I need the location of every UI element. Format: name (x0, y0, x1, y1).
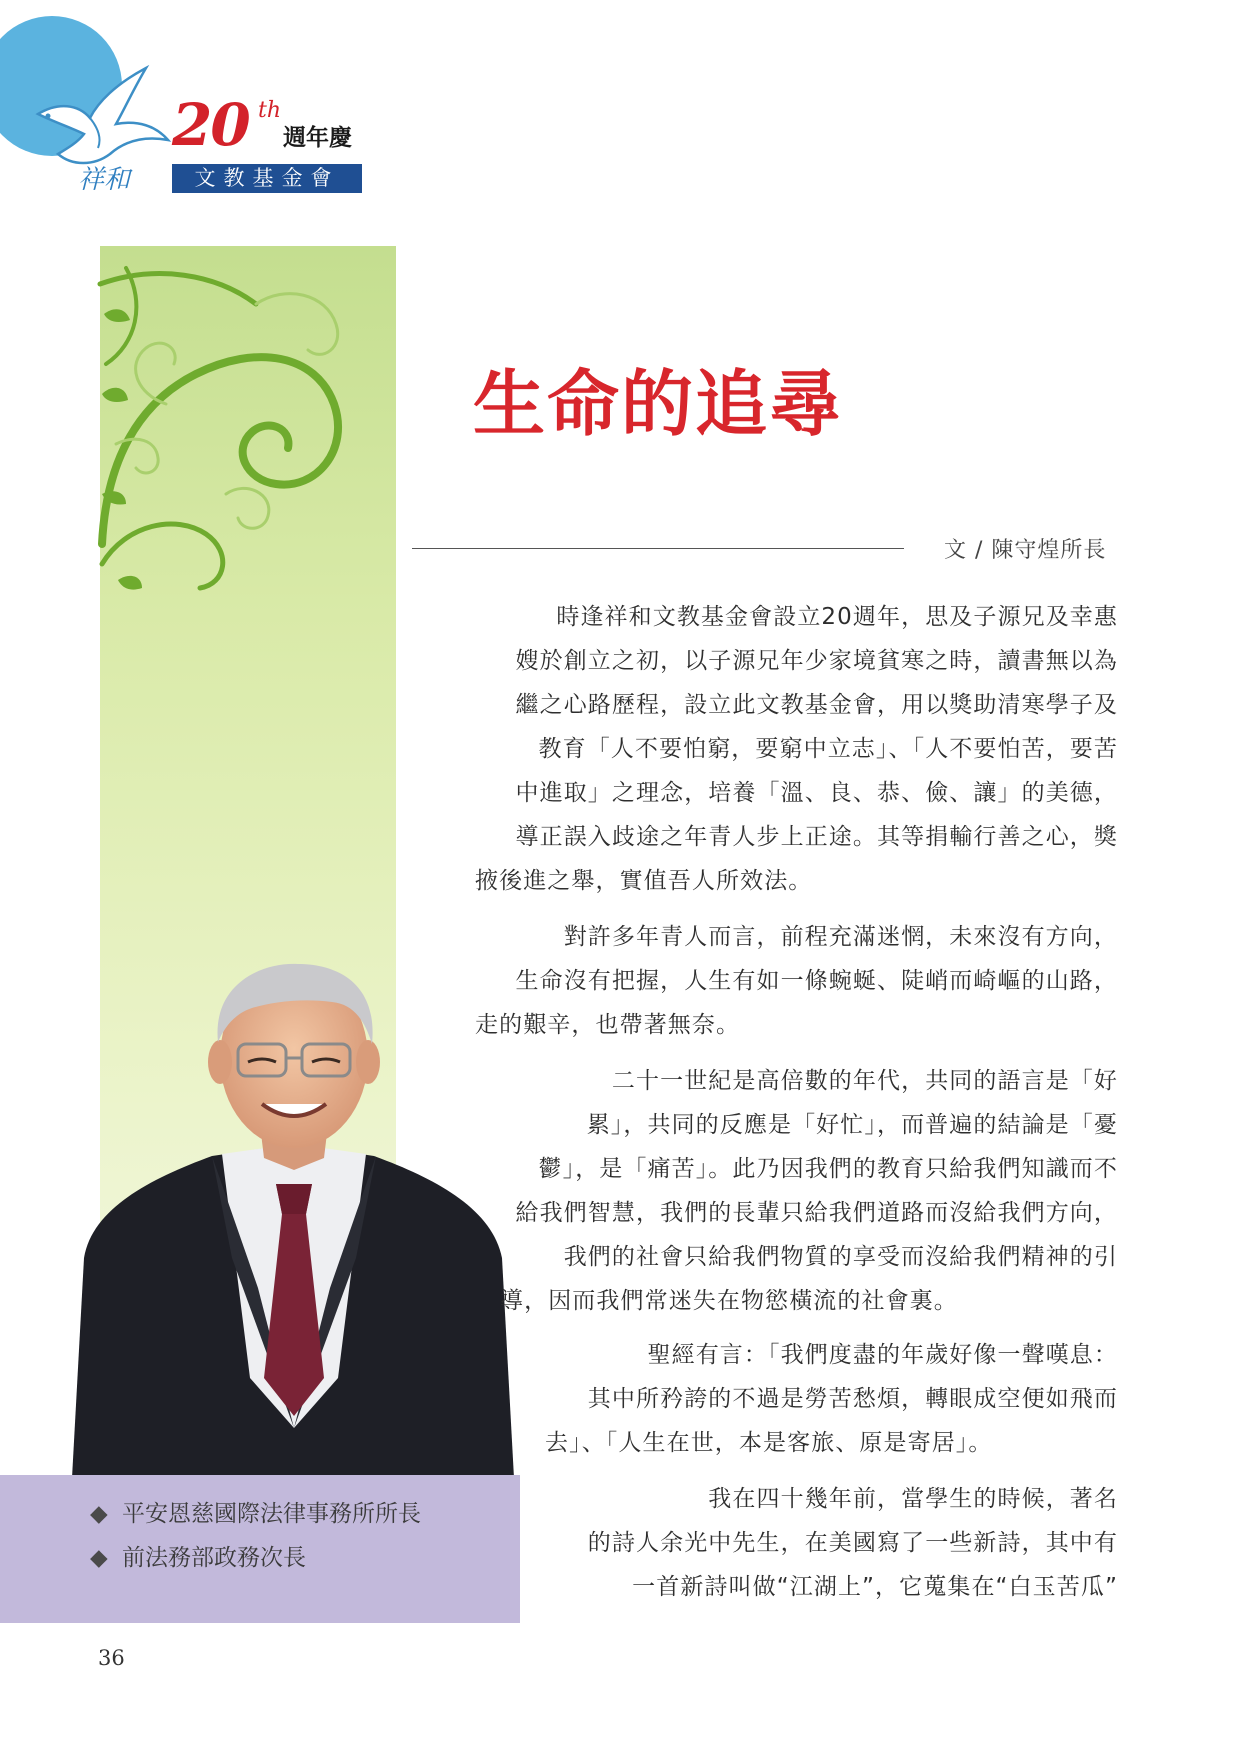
body-line: 教育「人不要怕窮，要窮中立志」、「人不要怕苦，要苦 (538, 736, 1118, 762)
page-number: 36 (98, 1646, 125, 1670)
anniversary-label: 週年慶 (283, 124, 352, 151)
body-line: 累」，共同的反應是「好忙」，而普遍的結論是「憂 (586, 1112, 1118, 1138)
foundation-name-bar: 文教基金會 (172, 164, 362, 193)
body-line: 鬱」，是「痛苦」。此乃因我們的教育只給我們知識而不 (538, 1156, 1118, 1182)
body-line: 嫂於創立之初，以子源兄年少家境貧寒之時，讀書無以為 (515, 648, 1118, 674)
caption-item-law-firm (90, 1498, 421, 1530)
byline-divider (412, 548, 904, 549)
article-title: 生命的追尋 (473, 361, 844, 446)
body-line: 導，因而我們常迷失在物慾橫流的社會裏。 (500, 1288, 958, 1314)
body-line: 時逢祥和文教基金會設立20週年，思及子源兄及幸惠 (556, 604, 1118, 630)
body-line: 繼之心路歷程，設立此文教基金會，用以獎助清寒學子及 (515, 692, 1118, 718)
dove-logo-icon (28, 62, 178, 192)
body-line: 的詩人余光中先生，在美國寫了一些新詩，其中有 (587, 1530, 1118, 1556)
caption-item-former-post (90, 1542, 306, 1574)
diamond-bullet-icon: ◆ (90, 1501, 108, 1527)
body-line: 給我們智慧，我們的長輩只給我們道路而沒給我們方向， (515, 1200, 1118, 1226)
body-line: 掖後進之舉，實值吾人所效法。 (475, 868, 813, 894)
body-line: 其中所矜誇的不過是勞苦愁煩，轉眼成空便如飛而 (587, 1386, 1118, 1412)
body-line: 一首新詩叫做“江湖上”，它蒐集在“白玉苦瓜” (632, 1574, 1118, 1600)
logo-mark-text: 祥和 (78, 165, 131, 192)
anniversary-number: 20 (172, 91, 249, 159)
body-line: 二十一世紀是高倍數的年代，共同的語言是「好 (611, 1068, 1118, 1094)
anniversary-suffix: th (258, 98, 282, 123)
body-line: 中進取」之理念，培養「溫、良、恭、儉、讓」的美德， (515, 780, 1118, 806)
body-line: 對許多年青人而言，前程充滿迷惘，未來沒有方向， (563, 924, 1118, 950)
body-line: 我在四十幾年前，當學生的時候，著名 (708, 1486, 1118, 1512)
author-portrait-photo (62, 958, 522, 1478)
floral-swirl-ornament (96, 244, 396, 604)
body-line: 生命沒有把握，人生有如一條蜿蜒、陡峭而崎嶇的山路， (515, 968, 1118, 994)
body-line: 我們的社會只給我們物質的享受而沒給我們精神的引 (563, 1244, 1118, 1270)
body-line: 走的艱辛，也帶著無奈。 (475, 1012, 741, 1038)
article-byline: 文 / 陳守煌所長 (944, 538, 1107, 563)
caption-text: 前法務部政務次長 (122, 1545, 306, 1571)
body-line: 聖經有言：「我們度盡的年歲好像一聲嘆息： (647, 1342, 1118, 1368)
diamond-bullet-icon: ◆ (90, 1545, 108, 1571)
body-line: 去」、「人生在世，本是客旅、原是寄居」。 (545, 1430, 993, 1456)
caption-text: 平安恩慈國際法律事務所所長 (122, 1501, 421, 1527)
body-line: 導正誤入歧途之年青人步上正途。其等捐輸行善之心，獎 (515, 824, 1118, 850)
